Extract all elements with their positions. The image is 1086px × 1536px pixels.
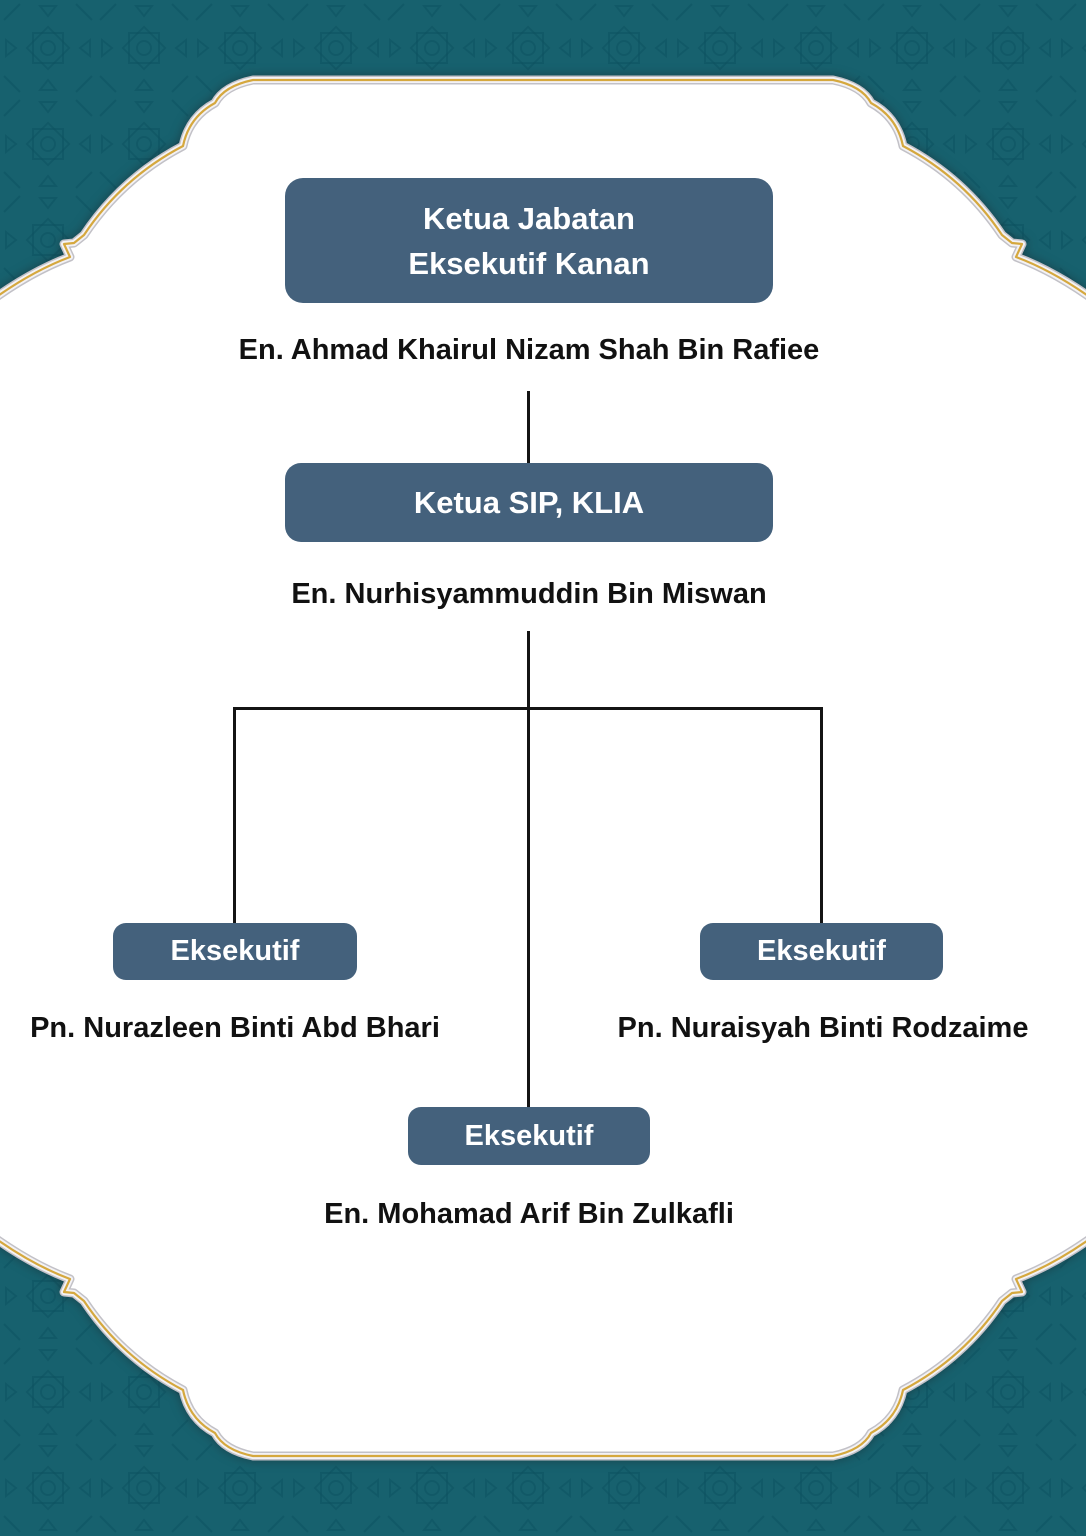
person-name-exec-left: Pn. Nurazleen Binti Abd Bhari (30, 1012, 440, 1044)
node-title-line: Eksekutif (170, 935, 300, 967)
node-title-line: Ketua Jabatan (423, 200, 635, 236)
person-name-exec-right: Pn. Nuraisyah Binti Rodzaime (617, 1012, 1029, 1044)
person-name-manager: En. Nurhisyammuddin Bin Miswan (291, 578, 767, 610)
org-node-ketua-jabatan (285, 178, 773, 303)
org-node-eksekutif-right (700, 923, 943, 980)
org-node-eksekutif-center (408, 1107, 650, 1165)
connector-branch-horizontal (233, 707, 823, 710)
connector-manager-to-center-exec (527, 631, 530, 1107)
node-title-line: Ketua SIP, KLIA (413, 484, 645, 520)
connector-branch-right (820, 707, 823, 923)
person-name-exec-center: En. Mohamad Arif Bin Zulkafli (324, 1198, 734, 1230)
connector-branch-left (233, 707, 236, 923)
org-node-ketua-sip-klia (285, 463, 773, 542)
node-title-line: Eksekutif Kanan (408, 245, 650, 281)
node-title-line: Eksekutif (464, 1119, 594, 1152)
person-name-root: En. Ahmad Khairul Nizam Shah Bin Rafiee (238, 334, 820, 366)
node-title-line: Eksekutif (757, 935, 886, 967)
org-node-eksekutif-left (113, 923, 357, 980)
connector-root-to-manager (527, 391, 530, 463)
